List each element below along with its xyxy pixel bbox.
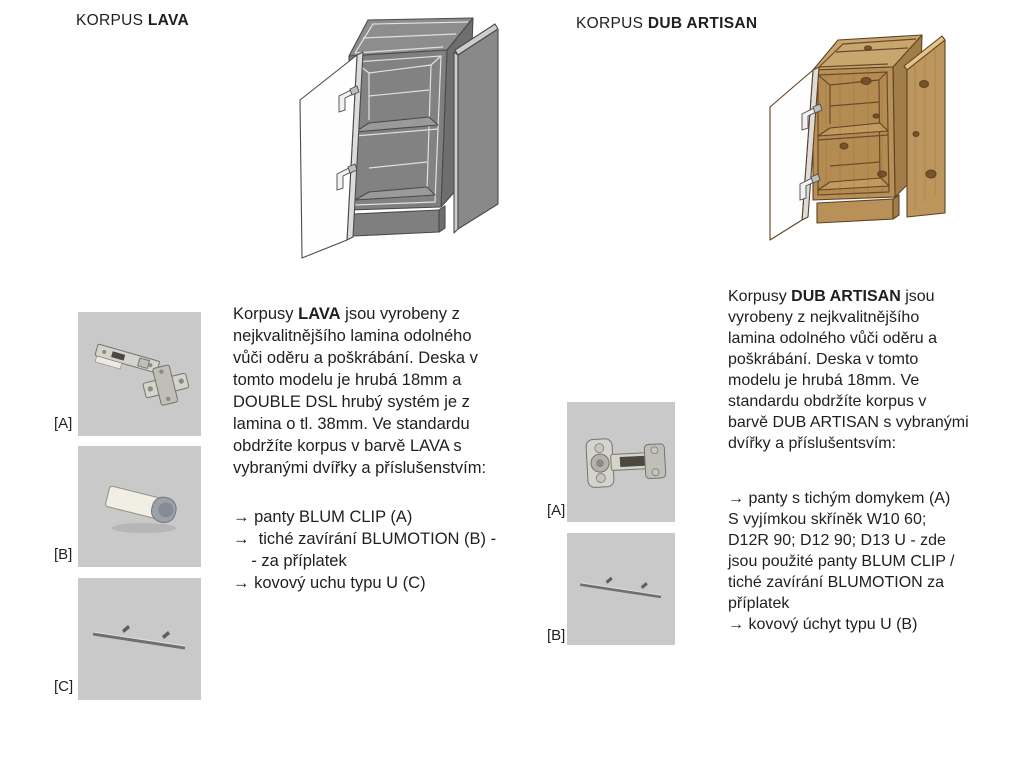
hinge-icon bbox=[78, 312, 201, 436]
text-line: poškrábání. Deska v tomto bbox=[728, 351, 919, 368]
left-section-title: KORPUS LAVA bbox=[76, 12, 189, 29]
text-line: - za příplatek bbox=[233, 552, 347, 570]
photo-u-handle bbox=[78, 578, 201, 700]
text-line: → kovový uchu typu U (C) bbox=[233, 574, 426, 592]
text-line: lamina odolného vůči oděru a bbox=[728, 330, 938, 347]
artisan-features-list bbox=[728, 488, 1024, 635]
text-line: vyrobeny z nejkvalitnějšího bbox=[728, 309, 920, 326]
photo-blumotion-damper bbox=[78, 446, 201, 567]
text-line: vybranými dvířky a příslušenstvím: bbox=[233, 459, 487, 477]
photo-soft-close-hinge bbox=[567, 402, 675, 522]
cabinet-side-panel bbox=[904, 36, 945, 217]
photo-label-b: [B] bbox=[54, 546, 73, 563]
lava-description bbox=[233, 303, 533, 479]
text-line: standardu obdržíte korpus v bbox=[728, 393, 927, 410]
text-line: tiché zavírání BLUMOTION za bbox=[728, 574, 945, 591]
cabinet-side-panel bbox=[454, 24, 498, 233]
text-line: Korpusy DUB ARTISAN jsou bbox=[728, 288, 935, 305]
cabinet-open-door bbox=[770, 67, 819, 240]
hinge-icon bbox=[567, 402, 675, 522]
text-line: modelu je hrubá 18mm. Ve bbox=[728, 372, 920, 389]
text-line: dvířky a příslušentsvím: bbox=[728, 435, 897, 452]
photo-u-handle bbox=[567, 533, 675, 645]
text-line: obdržíte korpus v barvě LAVA s bbox=[233, 437, 462, 455]
text-line: Korpusy LAVA jsou vyrobeny z bbox=[233, 305, 460, 323]
text-line: → kovový úchyt typu U (B) bbox=[728, 616, 918, 633]
text-line: → panty s tichým domykem (A) bbox=[728, 490, 951, 507]
text-line: DOUBLE DSL hrubý systém je z bbox=[233, 393, 470, 411]
text-line: D12R 90; D12 90; D13 U - zde bbox=[728, 532, 946, 549]
text-line: příplatek bbox=[728, 595, 790, 612]
artisan-description bbox=[728, 286, 1024, 454]
cabinet-carcass bbox=[813, 35, 922, 223]
text-line: jsou použité panty BLUM CLIP / bbox=[728, 553, 955, 570]
photo-label-a: [A] bbox=[547, 502, 566, 519]
handle-icon bbox=[567, 533, 675, 645]
lava-features-list bbox=[233, 506, 533, 594]
lava-cabinet-drawing bbox=[293, 8, 513, 264]
text-line: barvě DUB ARTISAN s vybranými bbox=[728, 414, 969, 431]
handle-icon bbox=[78, 578, 201, 700]
text-line: S vyjímkou skříněk W10 60; bbox=[728, 511, 927, 528]
text-line: lamina o tl. 38mm. Ve standardu bbox=[233, 415, 470, 433]
photo-label-b: [B] bbox=[547, 627, 566, 644]
text-line: vůči oděru a poškrábání. Deska v bbox=[233, 349, 478, 367]
artisan-cabinet-drawing bbox=[748, 14, 958, 264]
damper-icon bbox=[78, 446, 201, 567]
photo-blum-clip-hinge bbox=[78, 312, 201, 436]
photo-label-a: [A] bbox=[54, 415, 73, 432]
text-line: tomto modelu je hrubá 18mm a bbox=[233, 371, 462, 389]
right-section-title: KORPUS DUB ARTISAN bbox=[576, 15, 758, 32]
cabinet-open-door bbox=[300, 52, 363, 258]
text-line: → panty BLUM CLIP (A) bbox=[233, 508, 413, 526]
photo-label-c: [C] bbox=[54, 678, 74, 695]
text-line: → tiché zavírání BLUMOTION (B) - bbox=[233, 530, 497, 548]
text-line: nejkvalitnějšího lamina odolného bbox=[233, 327, 472, 345]
